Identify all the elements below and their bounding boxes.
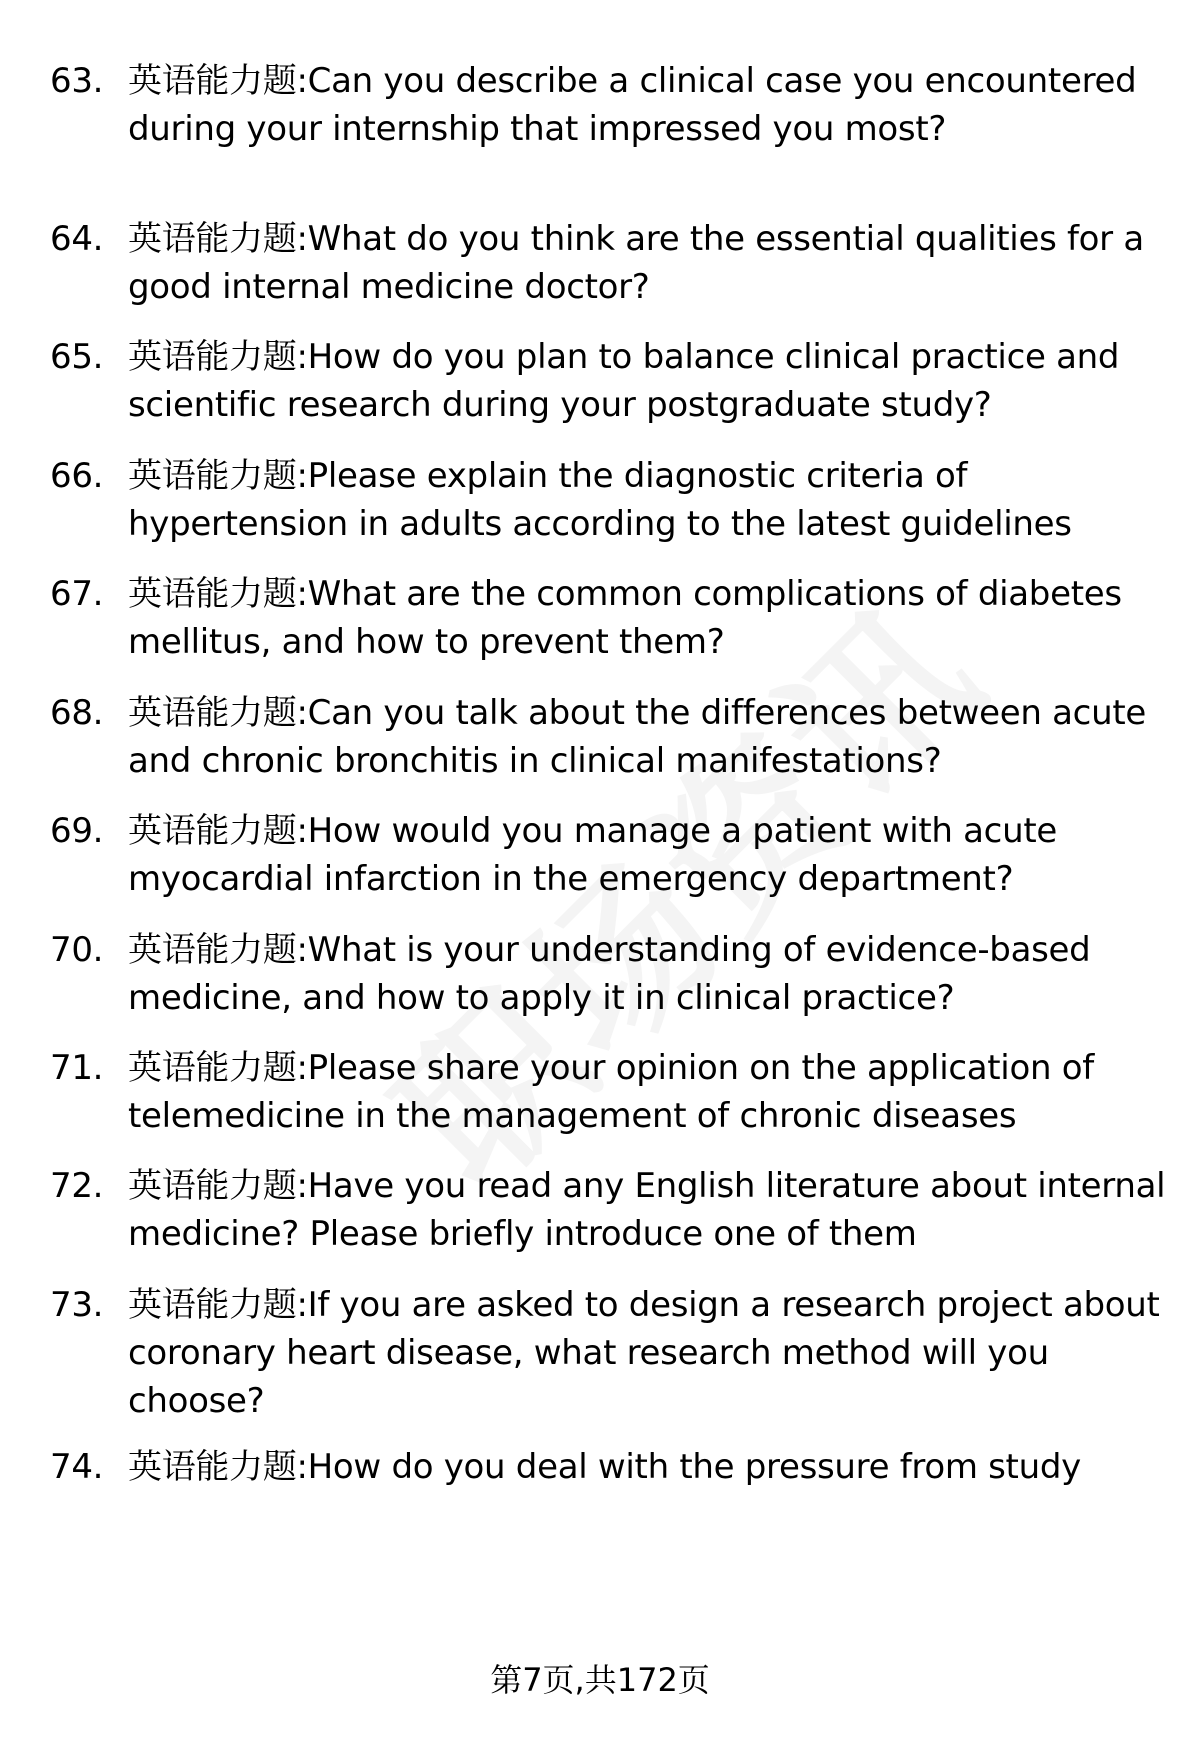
question-item — [50, 215, 1175, 311]
question-item — [50, 1044, 1175, 1140]
question-item — [50, 689, 1175, 785]
question-body — [128, 452, 1175, 548]
question-tag: 英语能力题: — [128, 1166, 308, 1206]
question-tag: 英语能力题: — [128, 219, 308, 259]
question-tag: 英语能力题: — [128, 574, 308, 614]
question-item — [50, 570, 1175, 666]
question-tag: 英语能力题: — [128, 1285, 308, 1325]
question-number: 68. — [50, 693, 104, 733]
question-tag: 英语能力题: — [128, 337, 308, 377]
question-body — [128, 333, 1175, 429]
question-body — [128, 215, 1175, 311]
question-item — [50, 1162, 1175, 1258]
question-tag: 英语能力题: — [128, 930, 308, 970]
question-text: How would you manage a patient with acute myocardial infarction in the emergency department? — [128, 811, 1057, 899]
question-number: 73. — [50, 1285, 104, 1325]
question-number: 70. — [50, 930, 104, 970]
question-text: Can you talk about the differences between acute and chronic bronchitis in clinical manifestations? — [128, 693, 1146, 781]
question-number: 64. — [50, 219, 104, 259]
question-body — [128, 1443, 1175, 1491]
question-number: 74. — [50, 1447, 104, 1487]
question-body — [128, 1281, 1175, 1425]
question-item — [50, 452, 1175, 548]
page-number-footer: 第7页,共172页 — [490, 1661, 710, 1699]
question-item — [50, 1281, 1175, 1425]
question-body — [128, 1044, 1175, 1140]
question-body — [128, 570, 1175, 666]
question-text: Please explain the diagnostic criteria of hypertension in adults according to the latest guidelines — [128, 456, 1072, 544]
question-tag: 英语能力题: — [128, 811, 308, 851]
question-number: 66. — [50, 456, 104, 496]
question-number: 65. — [50, 337, 104, 377]
question-body — [128, 807, 1175, 903]
question-text: Can you describe a clinical case you encountered during your internship that impressed you most? — [128, 61, 1137, 149]
question-text: How do you deal with the pressure from study — [307, 1447, 1081, 1487]
question-tag: 英语能力题: — [128, 1048, 308, 1088]
question-number: 72. — [50, 1166, 104, 1206]
question-number: 67. — [50, 574, 104, 614]
question-tag: 英语能力题: — [128, 61, 308, 101]
question-body — [128, 926, 1175, 1022]
question-item — [50, 807, 1175, 903]
question-text: If you are asked to design a research project about coronary heart disease, what research method will you choose? — [128, 1285, 1160, 1421]
question-number: 63. — [50, 61, 104, 101]
question-text: Have you read any English literature about internal medicine? Please briefly introduce one of them — [128, 1166, 1166, 1254]
question-number: 69. — [50, 811, 104, 851]
question-item — [50, 57, 1175, 153]
question-item — [50, 1443, 1175, 1491]
question-text: Please share your opinion on the application of telemedicine in the management of chronic diseases — [128, 1048, 1094, 1136]
question-tag: 英语能力题: — [128, 456, 308, 496]
question-body — [128, 57, 1175, 153]
question-body — [128, 689, 1175, 785]
question-item — [50, 926, 1175, 1022]
question-number: 71. — [50, 1048, 104, 1088]
question-text: What do you think are the essential qualities for a good internal medicine doctor? — [128, 219, 1144, 307]
question-tag: 英语能力题: — [128, 1447, 308, 1487]
question-body — [128, 1162, 1175, 1258]
question-tag: 英语能力题: — [128, 693, 308, 733]
question-text: What are the common complications of diabetes mellitus, and how to prevent them? — [128, 574, 1122, 662]
question-item — [50, 333, 1175, 429]
question-text: What is your understanding of evidence-based medicine, and how to apply it in clinical practice? — [128, 930, 1091, 1018]
question-text: How do you plan to balance clinical practice and scientific research during your postgraduate study? — [128, 337, 1120, 425]
